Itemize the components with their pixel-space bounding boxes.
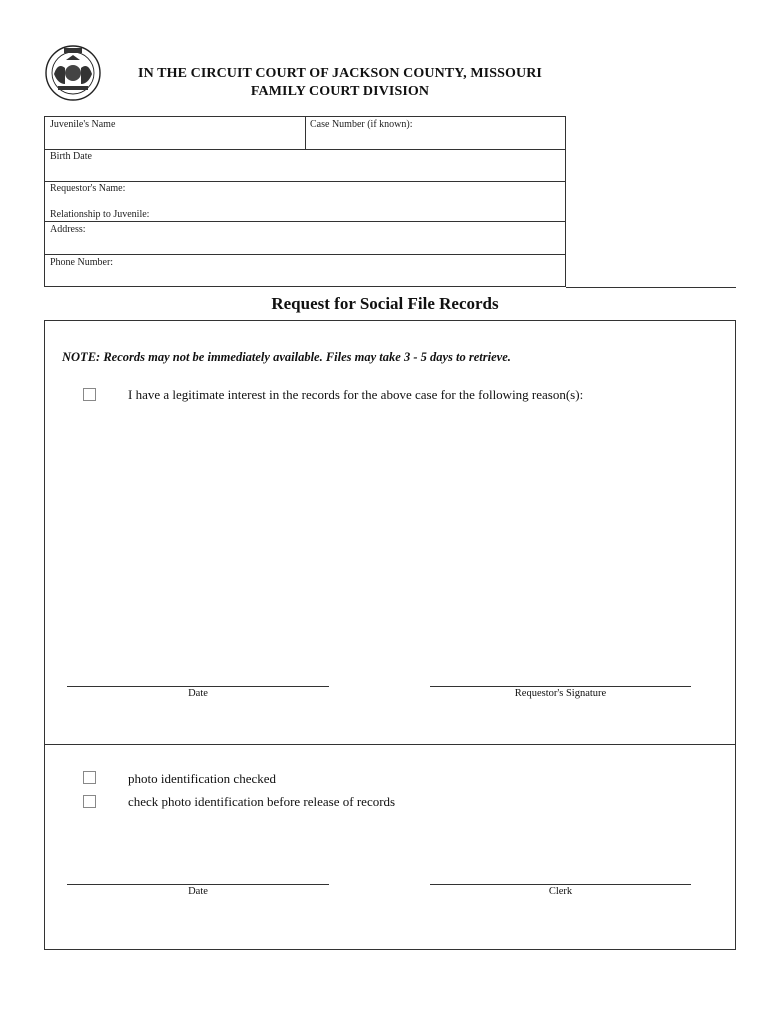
- clerk-date-line[interactable]: [67, 884, 329, 885]
- juveniles-name-field[interactable]: Juvenile's Name: [50, 119, 116, 130]
- requestor-signature-line[interactable]: [430, 686, 691, 687]
- address-field[interactable]: Address:: [50, 224, 86, 235]
- photo-id-checked-checkbox[interactable]: [83, 771, 96, 784]
- case-number-field[interactable]: Case Number (if known):: [310, 119, 413, 130]
- birth-date-field[interactable]: Birth Date: [50, 151, 92, 162]
- requestor-date-line[interactable]: [67, 686, 329, 687]
- table-divider: [44, 149, 566, 150]
- requestor-signature-label: Requestor's Signature: [514, 688, 607, 699]
- requestor-date-label: Date: [188, 688, 208, 699]
- table-divider: [566, 287, 736, 288]
- phone-number-field[interactable]: Phone Number:: [50, 257, 114, 268]
- legitimate-interest-checkbox[interactable]: [83, 388, 96, 401]
- table-divider: [44, 254, 566, 255]
- requestors-name-field[interactable]: Requestor's Name:: [50, 183, 126, 194]
- state-seal-icon: [44, 44, 102, 102]
- clerk-label: Clerk: [548, 886, 573, 897]
- request-section: [44, 320, 736, 950]
- table-divider: [44, 181, 566, 182]
- retrieval-note: NOTE: Records may not be immediately available. Files may take 3 - 5 days to retrieve.: [62, 350, 511, 364]
- check-photo-id-label: check photo identification before release of records: [128, 794, 396, 809]
- division-heading: FAMILY COURT DIVISION: [250, 84, 430, 99]
- table-divider: [44, 221, 566, 222]
- clerk-signature-line[interactable]: [430, 884, 691, 885]
- clerk-date-label: Date: [188, 886, 208, 897]
- relationship-field[interactable]: Relationship to Juvenile:: [50, 209, 150, 220]
- court-name-heading: IN THE CIRCUIT COURT OF JACKSON COUNTY, MISSOURI: [138, 66, 542, 81]
- form-title: Request for Social File Records: [271, 294, 499, 313]
- section-divider: [44, 744, 736, 745]
- table-divider: [305, 116, 306, 149]
- check-photo-id-checkbox[interactable]: [83, 795, 96, 808]
- legitimate-interest-label: I have a legitimate interest in the records for the above case for the following reason(s):: [128, 387, 584, 402]
- photo-id-checked-label: photo identification checked: [128, 771, 277, 786]
